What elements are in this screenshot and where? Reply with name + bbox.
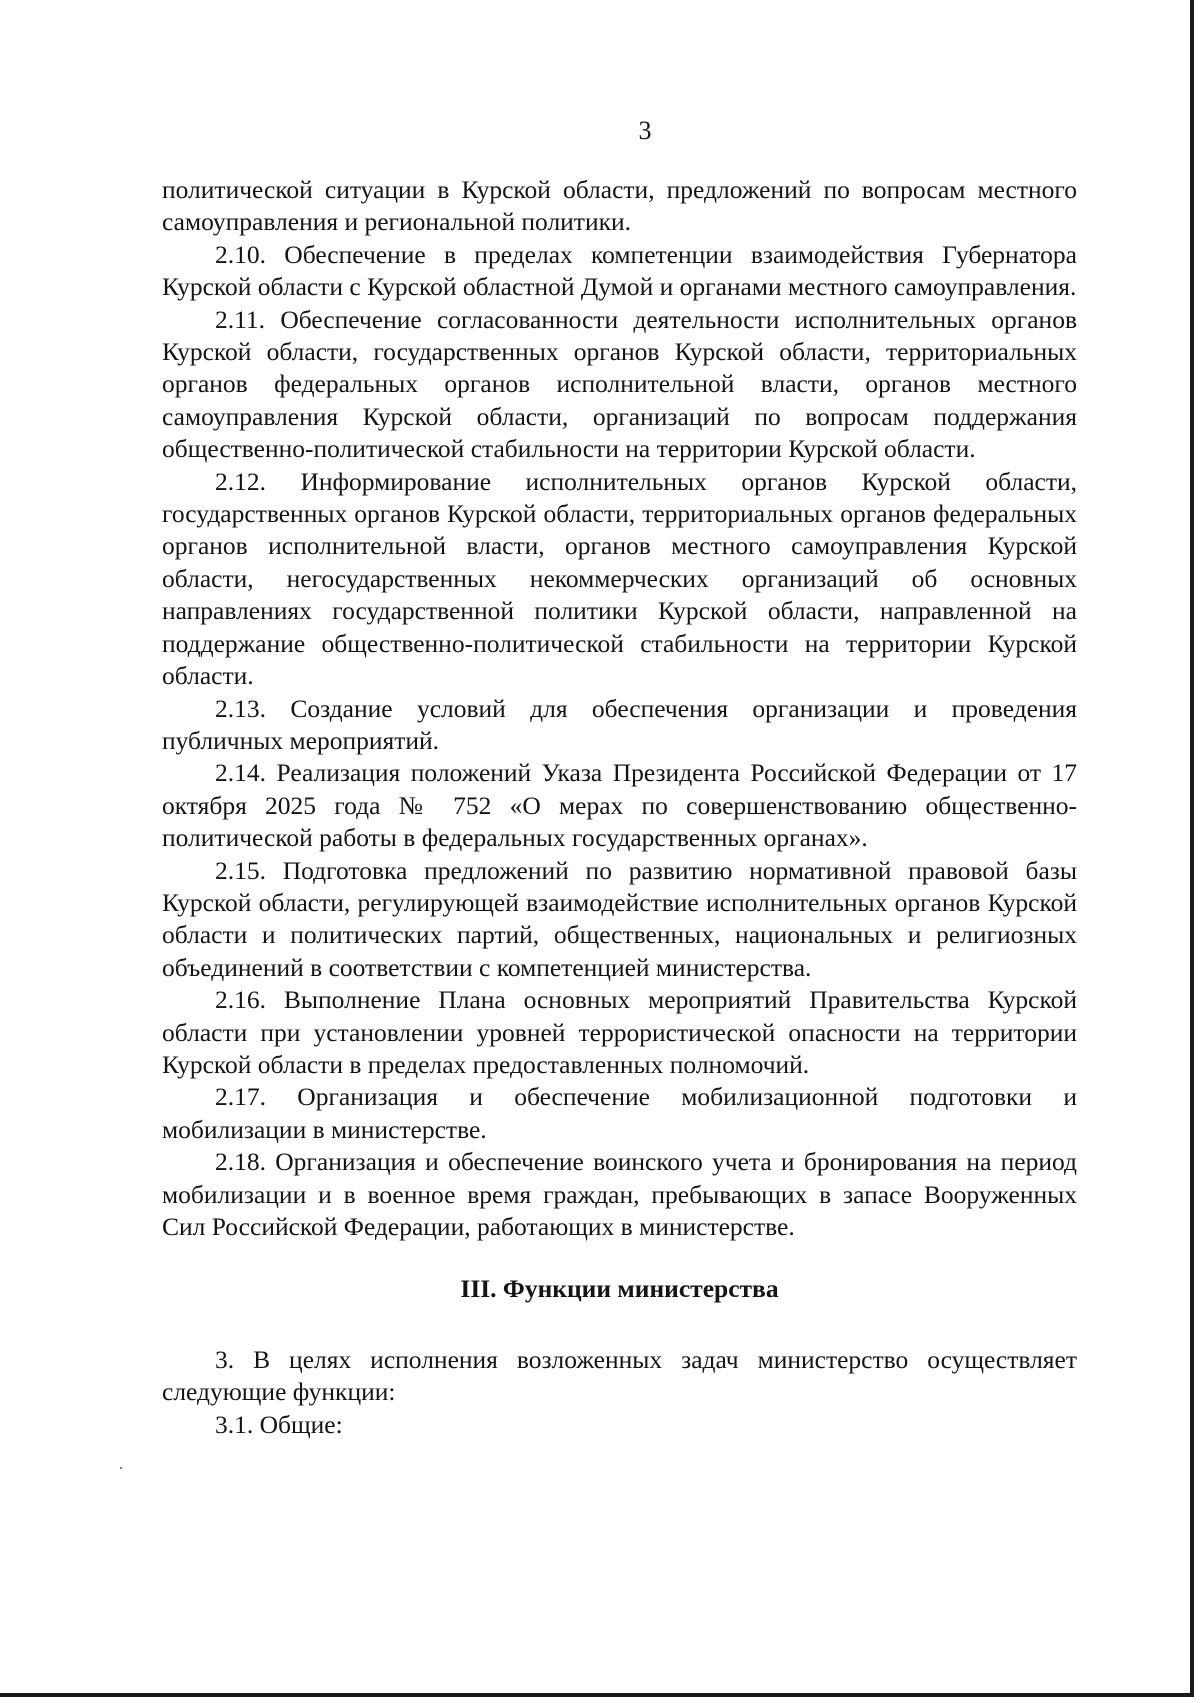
paragraph-2-11: 2.11. Обеспечение согласованности деятельности исполнительных органов Курской области, государственных органов Курской области, территориальных органов федеральных органов исполнительной власти, органов местного самоуправления Курской области, организаций по вопросам поддержания общественно-политической стабильности на территории Курской области. [162,304,1077,464]
paragraph-2-17: 2.17. Организация и обеспечение мобилизационной подготовки и мобилизации в министерстве. [162,1082,1077,1144]
paragraph-2-14: 2.14. Реализация положений Указа Президента Российской Федерации от 17 октября 2025 года № 752 «О мерах по совершенствованию общественно-политической работы в федеральных государственных органах». [162,758,1077,853]
paragraph-3-1: 3.1. Общие: [215,1409,343,1439]
paragraph-2-13: 2.13. Создание условий для обеспечения организации и проведения публичных мероприятий. [162,693,1077,755]
page-number: 3 [638,116,652,145]
paragraph-2-16: 2.16. Выполнение Плана основных мероприятий Правительства Курской области при установлении уровней террористической опасности на территории Курской области в пределах предоставленных полномочий. [162,985,1077,1079]
section-heading: III. Функции министерства [460,1274,779,1304]
scan-speck [120,1467,122,1469]
paragraph-2-15: 2.15. Подготовка предложений по развитию нормативной правовой базы Курской области, регулирующей взаимодействие исполнительных органов Курской области и политических партий, общественных, национальных и религиозных объединений в соответствии с компетенцией министерства. [162,855,1077,982]
paragraph-2-10: 2.10. Обеспечение в пределах компетенции взаимодействия Губернатора Курской области с Курской областной Думой и органами местного самоуправления. [162,239,1077,302]
document-body [162,174,1077,1441]
scan-edge-right [1190,0,1194,1693]
paragraph-continuation: политической ситуации в Курской области, предложений по вопросам местного самоуправления и региональной политики. [162,175,1077,237]
paragraph-2-18: 2.18. Организация и обеспечение воинского учета и бронирования на период мобилизации и в военное время граждан, пребывающих в запасе Вооруженных Сил Российской Федерации, работающих в министерстве. [162,1147,1077,1241]
scan-edge-bottom [0,1693,1194,1697]
paragraph-2-12: 2.12. Информирование исполнительных органов Курской области, государственных органов Курской области, территориальных органов федеральных органов исполнительной власти, органов местного самоуправления Курской области, негосударственных некоммерческих организаций об основных направлениях государственной политики Курской области, направленной на поддержание общественно-политической стабильности на территории Курской области. [162,466,1077,691]
paragraph-3: 3. В целях исполнения возложенных задач министерство осуществляет следующие функции: [162,1344,1077,1407]
